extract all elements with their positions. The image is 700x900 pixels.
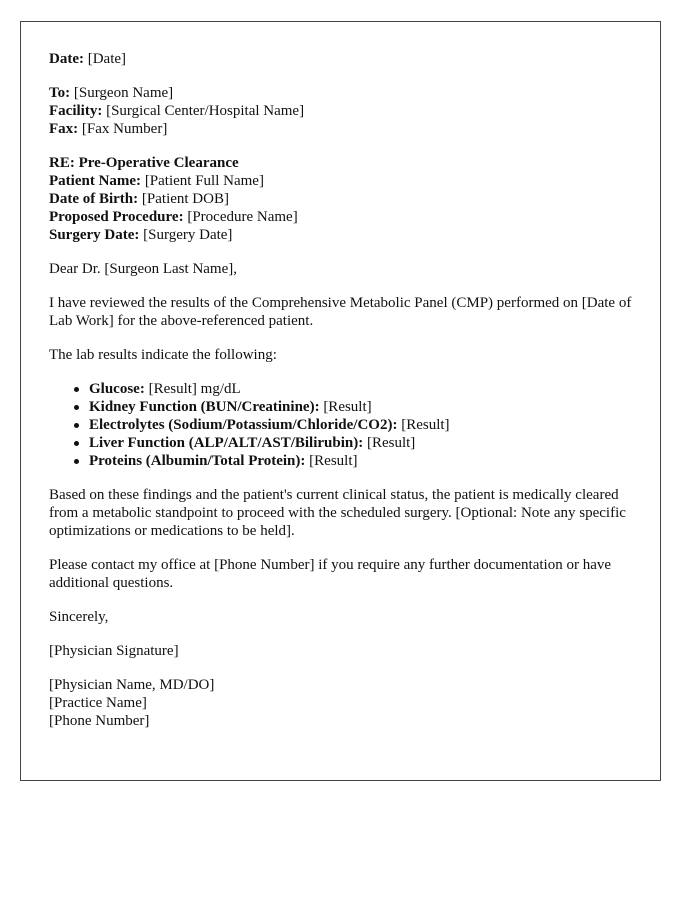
surgery-date-label: Surgery Date: bbox=[49, 227, 140, 243]
date-block bbox=[49, 50, 632, 68]
procedure-label: Proposed Procedure: bbox=[49, 209, 184, 225]
signer-phone: [Phone Number] bbox=[49, 713, 150, 729]
result-item-liver bbox=[89, 434, 632, 452]
signer-block bbox=[49, 676, 632, 730]
result-label: Kidney Function (BUN/Creatinine): bbox=[89, 399, 320, 415]
signer-practice: [Practice Name] bbox=[49, 695, 147, 711]
results-list bbox=[49, 380, 632, 470]
salutation: Dear Dr. [Surgeon Last Name], bbox=[49, 261, 237, 277]
fax-label: Fax: bbox=[49, 121, 79, 137]
date-label: Date: bbox=[49, 51, 84, 67]
recipient-block bbox=[49, 84, 632, 138]
contact-paragraph: Please contact my office at [Phone Number] if you require any further documentation or have additional questions. bbox=[49, 557, 612, 591]
procedure-line bbox=[49, 208, 632, 226]
date-line bbox=[49, 50, 632, 68]
result-value: [Result] mg/dL bbox=[148, 381, 241, 397]
dob-label: Date of Birth: bbox=[49, 191, 139, 207]
surgery-date-value: [Surgery Date] bbox=[143, 227, 233, 243]
dob-line bbox=[49, 190, 632, 208]
result-label: Proteins (Albumin/Total Protein): bbox=[89, 453, 306, 469]
facility-value: [Surgical Center/Hospital Name] bbox=[106, 103, 305, 119]
results-intro: The lab results indicate the following: bbox=[49, 347, 277, 363]
result-value: [Result] bbox=[401, 417, 450, 433]
procedure-value: [Procedure Name] bbox=[187, 209, 298, 225]
intro-paragraph: I have reviewed the results of the Comprehensive Metabolic Panel (CMP) performed on [Date of Lab Work] for the above-referenced patient. bbox=[49, 295, 632, 329]
to-value: [Surgeon Name] bbox=[73, 85, 174, 101]
signature: [Physician Signature] bbox=[49, 643, 179, 659]
signer-name: [Physician Name, MD/DO] bbox=[49, 677, 215, 693]
date-value: [Date] bbox=[87, 51, 127, 67]
patient-name-label: Patient Name: bbox=[49, 173, 142, 189]
surgery-date-line bbox=[49, 226, 632, 244]
result-item-proteins bbox=[89, 452, 632, 470]
result-label: Electrolytes (Sodium/Potassium/Chloride/CO2): bbox=[89, 417, 398, 433]
re-block bbox=[49, 154, 632, 244]
to-line bbox=[49, 84, 632, 102]
facility-label: Facility: bbox=[49, 103, 103, 119]
facility-line bbox=[49, 102, 632, 120]
result-item-glucose bbox=[89, 380, 632, 398]
fax-line bbox=[49, 120, 632, 138]
dob-value: [Patient DOB] bbox=[141, 191, 229, 207]
result-item-kidney bbox=[89, 398, 632, 416]
result-label: Glucose: bbox=[89, 381, 145, 397]
clearance-paragraph: Based on these findings and the patient's current clinical status, the patient is medically cleared from a metabolic standpoint to proceed with the scheduled surgery. [Optional: Note any specific optimizations or medications to be held]. bbox=[49, 487, 626, 539]
patient-name-line bbox=[49, 172, 632, 190]
to-label: To: bbox=[49, 85, 71, 101]
result-item-electrolytes bbox=[89, 416, 632, 434]
fax-value: [Fax Number] bbox=[81, 121, 168, 137]
result-label: Liver Function (ALP/ALT/AST/Bilirubin): bbox=[89, 435, 364, 451]
closing: Sincerely, bbox=[49, 609, 109, 625]
result-value: [Result] bbox=[309, 453, 358, 469]
result-value: [Result] bbox=[366, 435, 416, 451]
patient-name-value: [Patient Full Name] bbox=[144, 173, 264, 189]
re-title: RE: Pre-Operative Clearance bbox=[49, 155, 239, 171]
letter-document bbox=[20, 21, 661, 781]
result-value: [Result] bbox=[323, 399, 372, 415]
